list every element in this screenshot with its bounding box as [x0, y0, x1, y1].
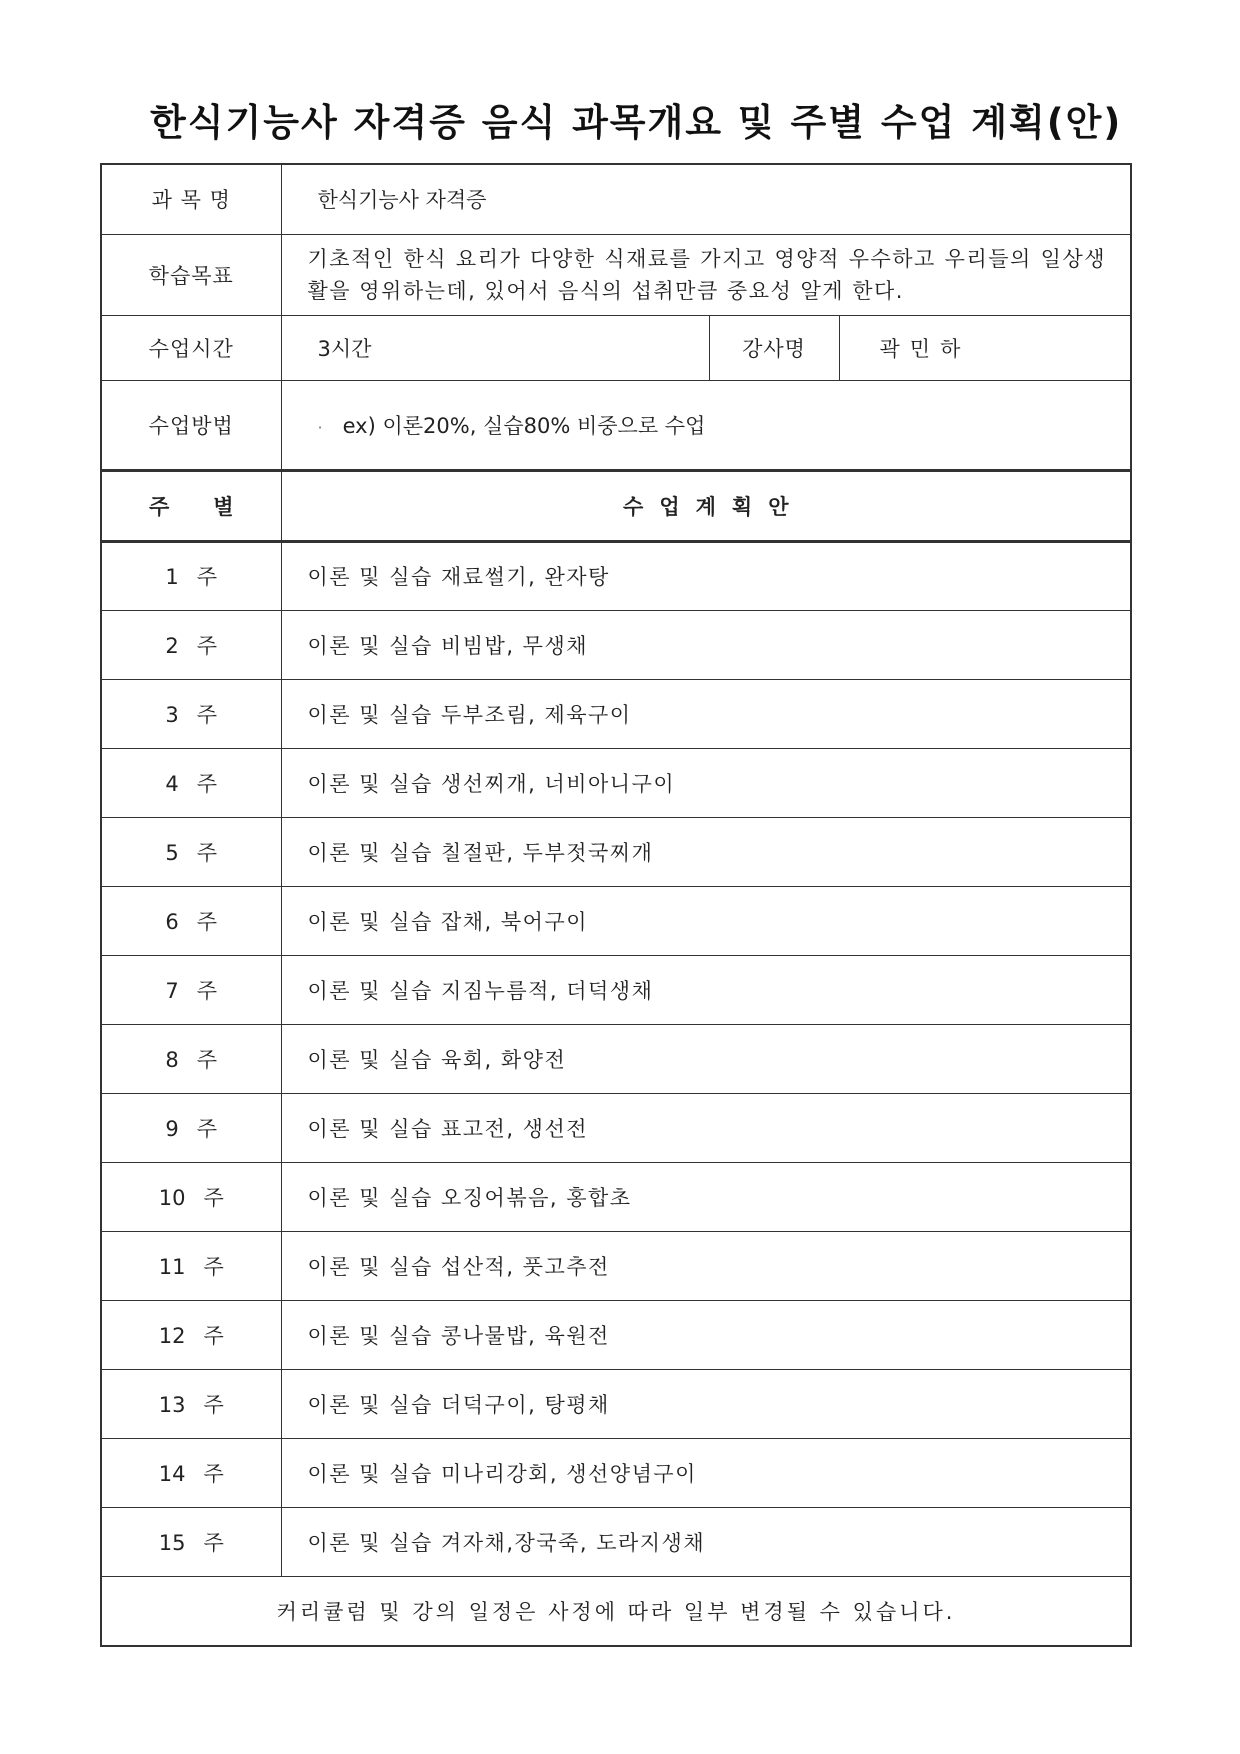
- hours-label: 수업시간: [101, 315, 281, 380]
- week-plan: 이론 및 실습 표고전, 생선전: [281, 1093, 1131, 1162]
- week-number-value: 5: [165, 840, 179, 865]
- week-row: [101, 1507, 1131, 1576]
- method-label: 수업방법: [101, 380, 281, 470]
- plan-column-header: 수업계획안: [281, 470, 1131, 541]
- week-number: [101, 1162, 281, 1231]
- method-bullet: ·: [317, 417, 323, 437]
- week-number: [101, 1438, 281, 1507]
- method-row: [101, 380, 1131, 470]
- week-plan: 이론 및 실습 생선찌개, 너비아니구이: [281, 748, 1131, 817]
- week-plan: 이론 및 실습 더덕구이, 탕평채: [281, 1369, 1131, 1438]
- week-unit: 주: [203, 1185, 224, 1210]
- week-number-value: 2: [165, 633, 179, 658]
- week-row: [101, 1162, 1131, 1231]
- week-plan: 이론 및 실습 섭산적, 풋고추전: [281, 1231, 1131, 1300]
- objective-row: [101, 234, 1131, 315]
- course-plan-table: [100, 163, 1132, 1647]
- week-number-value: 9: [165, 1116, 179, 1141]
- week-plan: 이론 및 실습 미나리강회, 생선양념구이: [281, 1438, 1131, 1507]
- subject-label: 과 목 명: [101, 164, 281, 234]
- week-unit: 주: [196, 1047, 218, 1072]
- week-plan: 이론 및 실습 두부조림, 제육구이: [281, 679, 1131, 748]
- week-unit: 주: [196, 1116, 218, 1141]
- week-unit: 주: [196, 702, 218, 727]
- week-number: [101, 1507, 281, 1576]
- week-column-header: 주별: [101, 470, 281, 541]
- week-row: [101, 541, 1131, 610]
- week-row: [101, 955, 1131, 1024]
- instructor-value: 곽민하: [839, 315, 1131, 380]
- footer-note: 커리큘럼 및 강의 일정은 사정에 따라 일부 변경될 수 있습니다.: [101, 1576, 1131, 1646]
- method-value-cell: [281, 380, 1131, 470]
- week-number-value: 1: [165, 565, 179, 589]
- week-row: [101, 679, 1131, 748]
- objective-label: 학습목표: [101, 234, 281, 315]
- week-number-value: 13: [158, 1392, 186, 1417]
- week-unit: 주: [203, 1530, 224, 1555]
- week-number: [101, 1093, 281, 1162]
- week-number: [101, 817, 281, 886]
- week-unit: 주: [196, 565, 218, 589]
- instructor-label: 강사명: [709, 315, 839, 380]
- week-unit: 주: [196, 909, 218, 934]
- week-number-value: 12: [158, 1323, 186, 1348]
- week-plan: 이론 및 실습 오징어볶음, 홍합초: [281, 1162, 1131, 1231]
- week-number-value: 4: [165, 771, 179, 796]
- week-plan: 이론 및 실습 재료썰기, 완자탕: [281, 541, 1131, 610]
- week-plan: 이론 및 실습 겨자채,장국죽, 도라지생채: [281, 1507, 1131, 1576]
- week-plan: 이론 및 실습 육회, 화양전: [281, 1024, 1131, 1093]
- week-row: [101, 817, 1131, 886]
- week-number-value: 15: [158, 1530, 186, 1555]
- week-number: [101, 610, 281, 679]
- week-plan: 이론 및 실습 칠절판, 두부젓국찌개: [281, 817, 1131, 886]
- week-number: [101, 1369, 281, 1438]
- week-unit: 주: [203, 1461, 224, 1486]
- week-plan: 이론 및 실습 콩나물밥, 육원전: [281, 1300, 1131, 1369]
- week-number: [101, 541, 281, 610]
- week-unit: 주: [196, 840, 218, 865]
- week-row: [101, 1300, 1131, 1369]
- week-number-value: 8: [165, 1047, 179, 1072]
- week-row: [101, 748, 1131, 817]
- week-number: [101, 1024, 281, 1093]
- hours-row: [101, 315, 1131, 380]
- week-number-value: 10: [158, 1185, 186, 1210]
- week-plan: 이론 및 실습 잡채, 북어구이: [281, 886, 1131, 955]
- week-unit: 주: [196, 771, 218, 796]
- week-number-value: 7: [165, 978, 179, 1003]
- week-row: [101, 886, 1131, 955]
- hours-value: 3시간: [281, 315, 709, 380]
- schedule-header-row: [101, 470, 1131, 541]
- week-number-value: 3: [165, 702, 179, 727]
- subject-value: 한식기능사 자격증: [281, 164, 1131, 234]
- week-number: [101, 679, 281, 748]
- week-unit: 주: [203, 1254, 224, 1279]
- method-value: ex) 이론20%, 실습80% 비중으로 수업: [342, 413, 706, 438]
- subject-row: [101, 164, 1131, 234]
- week-number-value: 14: [158, 1461, 186, 1486]
- week-row: [101, 1231, 1131, 1300]
- week-number: [101, 748, 281, 817]
- objective-value: 기초적인 한식 요리가 다양한 식재료를 가지고 영양적 우수하고 우리들의 일상생활을 영위하는데, 있어서 음식의 섭취만큼 중요성 알게 한다.: [281, 234, 1131, 315]
- week-number: [101, 886, 281, 955]
- week-row: [101, 1093, 1131, 1162]
- week-row: [101, 1369, 1131, 1438]
- week-row: [101, 1438, 1131, 1507]
- document-title: 한식기능사 자격증 음식 과목개요 및 주별 수업 계획(안): [150, 101, 1123, 144]
- week-number: [101, 1231, 281, 1300]
- week-unit: 주: [196, 978, 218, 1003]
- week-number-value: 11: [158, 1254, 186, 1279]
- week-plan: 이론 및 실습 비빔밥, 무생채: [281, 610, 1131, 679]
- week-number: [101, 955, 281, 1024]
- week-unit: 주: [203, 1392, 224, 1417]
- week-number: [101, 1300, 281, 1369]
- week-row: [101, 610, 1131, 679]
- week-unit: 주: [196, 633, 218, 658]
- footer-row: [101, 1576, 1131, 1646]
- week-unit: 주: [203, 1323, 224, 1348]
- week-number-value: 6: [165, 909, 179, 934]
- week-plan: 이론 및 실습 지짐누름적, 더덕생채: [281, 955, 1131, 1024]
- week-row: [101, 1024, 1131, 1093]
